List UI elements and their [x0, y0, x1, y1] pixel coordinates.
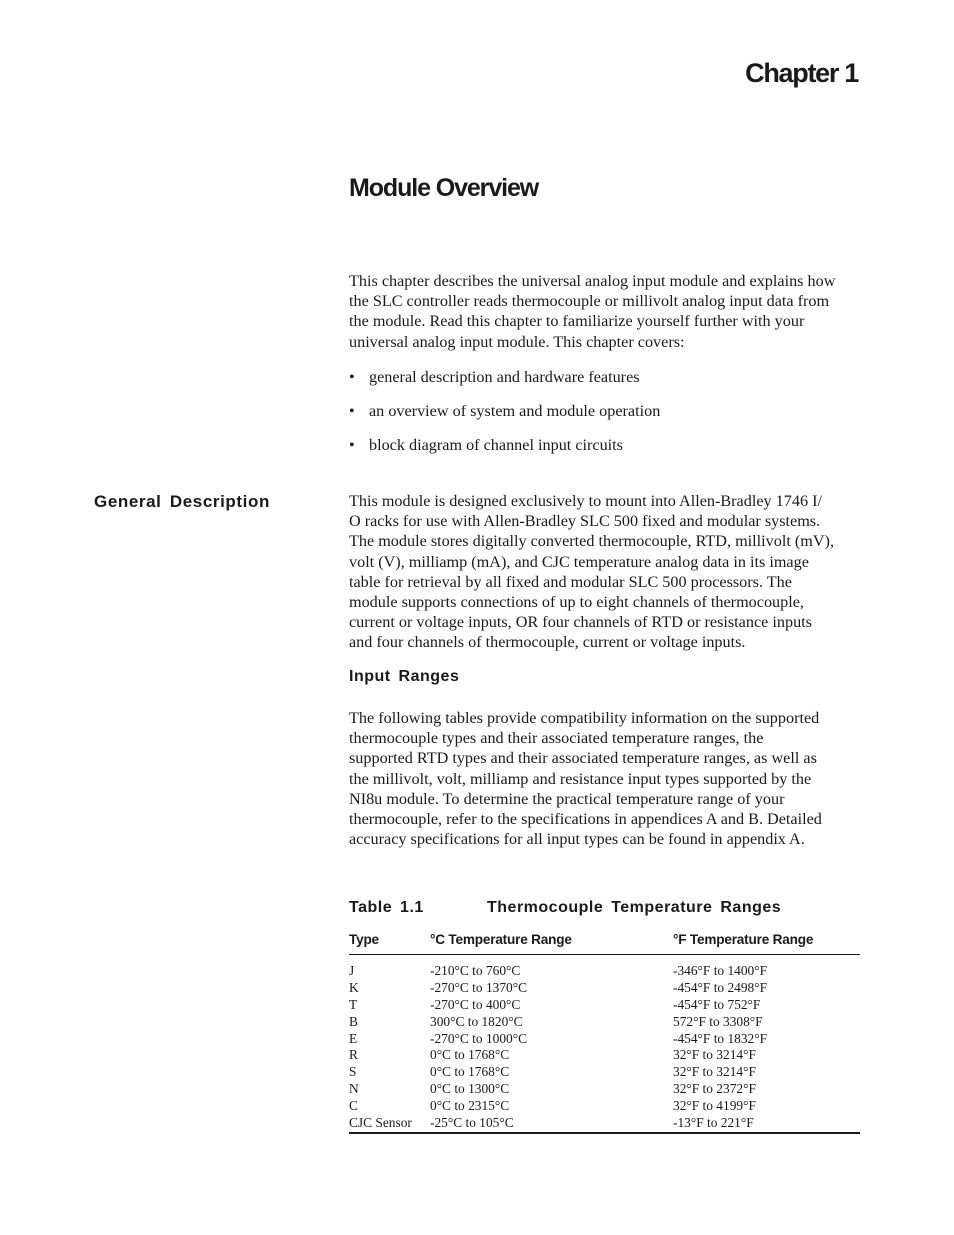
type-cell: C — [349, 1098, 358, 1114]
fahrenheit-cell: 32°F to 4199°F — [673, 1098, 756, 1114]
type-cell: R — [349, 1047, 358, 1063]
input-ranges-paragraph — [349, 708, 861, 849]
list-item: • general description and hardware features — [349, 367, 660, 401]
column-header-fahrenheit: °F Temperature Range — [673, 930, 860, 954]
text-line: This chapter describes the universal analog input module and explains how — [349, 272, 836, 290]
table-header-row — [349, 930, 860, 954]
celsius-cell: -270°C to 400°C — [430, 996, 521, 1012]
column-header-type: Type — [349, 930, 430, 954]
table-row — [349, 1047, 860, 1064]
table-row — [349, 980, 860, 997]
text-line: thermocouple types and their associated temperature ranges, the — [349, 729, 764, 748]
type-cell: T — [349, 996, 358, 1012]
text-line: NI8u module. To determine the practical temperature range of your — [349, 789, 785, 808]
celsius-cell: 0°C to 2315°C — [430, 1098, 510, 1114]
fahrenheit-cell: 32°F to 3214°F — [673, 1064, 756, 1080]
fahrenheit-cell: 32°F to 3214°F — [673, 1047, 756, 1063]
text-line: and four channels of thermocouple, current or voltage inputs. — [349, 633, 746, 652]
text-line: the SLC controller reads thermocouple or millivolt analog input data from — [349, 292, 830, 311]
subsection-heading-input-ranges: Input Ranges — [349, 668, 460, 685]
table-number: Table 1.1 — [349, 899, 424, 916]
text-line: universal analog input module. This chapter covers: — [349, 332, 685, 351]
celsius-cell: -270°C to 1370°C — [430, 979, 528, 995]
type-cell: N — [349, 1081, 359, 1097]
celsius-cell: 0°C to 1768°C — [430, 1064, 510, 1080]
page-title: Module Overview — [349, 174, 539, 202]
table-row — [349, 1014, 860, 1031]
text-line: volt (V), milliamp (mA), and CJC temperature analog data in its image — [349, 552, 809, 571]
celsius-cell: 0°C to 1768°C — [430, 1047, 510, 1063]
fahrenheit-cell: -454°F to 2498°F — [673, 979, 768, 995]
celsius-cell: 300°C to 1820°C — [430, 1013, 523, 1029]
text-line: The following tables provide compatibility information on the supported — [349, 709, 820, 727]
text-line: the millivolt, volt, milliamp and resistance input types supported by the — [349, 769, 812, 788]
thermocouple-ranges-table — [349, 930, 860, 1134]
type-cell: S — [349, 1064, 357, 1080]
type-cell: B — [349, 1013, 358, 1029]
section-heading-general-description: General Description — [94, 492, 270, 511]
text-line: The module stores digitally converted thermocouple, RTD, millivolt (mV), — [349, 532, 834, 551]
table-row — [349, 1115, 860, 1133]
text-line: current or voltage inputs, OR four channels of RTD or resistance inputs — [349, 613, 812, 632]
fahrenheit-cell: -13°F to 221°F — [673, 1115, 860, 1133]
fahrenheit-cell: -346°F to 1400°F — [673, 962, 768, 978]
type-cell: K — [349, 979, 359, 995]
chapter-topics-list — [349, 367, 660, 469]
list-item: • an overview of system and module operation — [349, 401, 660, 435]
table-row — [349, 1098, 860, 1115]
text-line: accuracy specifications for all input types can be found in appendix A. — [349, 830, 805, 849]
text-line: thermocouple, refer to the specifications in appendices A and B. Detailed — [349, 810, 822, 829]
celsius-cell: -270°C to 1000°C — [430, 1030, 528, 1046]
general-description-paragraph — [349, 491, 861, 653]
column-header-celsius: °C Temperature Range — [430, 930, 673, 954]
celsius-cell: -210°C to 760°C — [430, 962, 521, 978]
table-row — [349, 997, 860, 1014]
type-cell: J — [349, 962, 355, 978]
list-item: • block diagram of channel input circuits — [349, 435, 660, 469]
type-cell: CJC Sensor — [349, 1115, 430, 1133]
text-line: module supports connections of up to eight channels of thermocouple, — [349, 593, 804, 612]
fahrenheit-cell: -454°F to 1832°F — [673, 1030, 768, 1046]
fahrenheit-cell: -454°F to 752°F — [673, 996, 761, 1012]
celsius-cell: -25°C to 105°C — [430, 1115, 673, 1133]
table-row — [349, 1081, 860, 1098]
table-row — [349, 1031, 860, 1048]
table-row — [349, 1064, 860, 1081]
intro-paragraph — [349, 271, 861, 352]
text-line: table for retrieval by all fixed and modular SLC 500 processors. The — [349, 572, 792, 591]
text-line: This module is designed exclusively to mount into Allen-Bradley 1746 I/ — [349, 492, 822, 510]
table-title: Thermocouple Temperature Ranges — [487, 899, 782, 916]
text-line: supported RTD types and their associated temperature ranges, as well as — [349, 749, 817, 768]
celsius-cell: 0°C to 1300°C — [430, 1081, 510, 1097]
fahrenheit-cell: 32°F to 2372°F — [673, 1081, 756, 1097]
text-line: the module. Read this chapter to familiarize yourself further with your — [349, 312, 805, 331]
fahrenheit-cell: 572°F to 3308°F — [673, 1013, 763, 1029]
chapter-label: Chapter 1 — [745, 58, 858, 88]
text-line: O racks for use with Allen-Bradley SLC 500 fixed and modular systems. — [349, 512, 821, 531]
table-row — [349, 954, 860, 979]
type-cell: E — [349, 1030, 358, 1046]
